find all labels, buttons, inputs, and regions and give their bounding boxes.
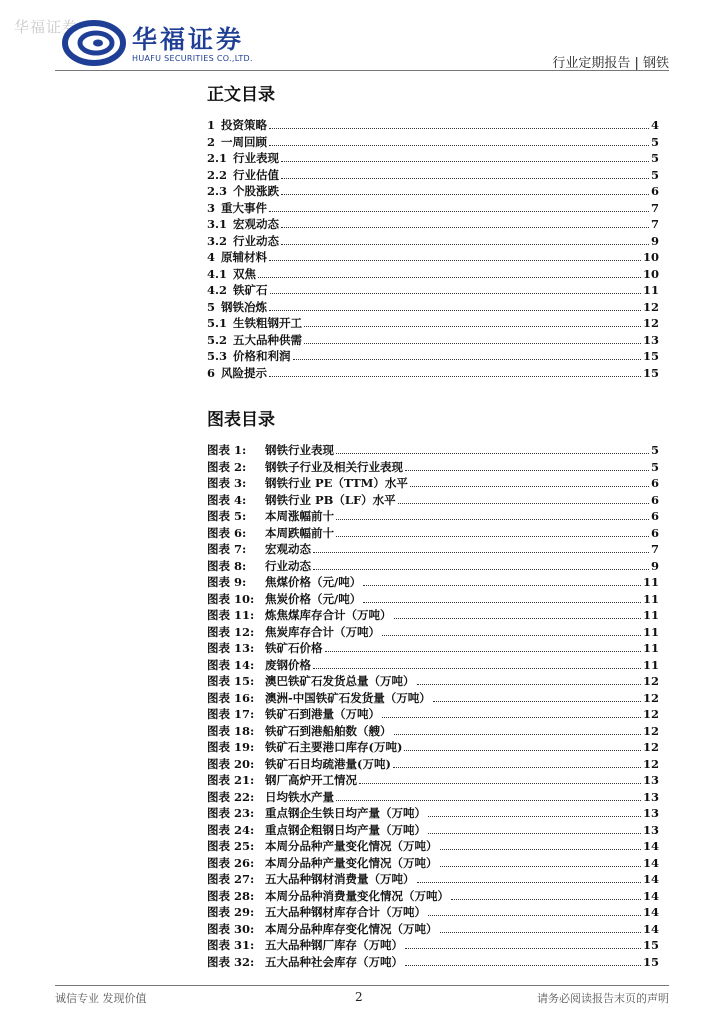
figure-entry-label: 钢铁子行业及相关行业表现 <box>265 459 403 474</box>
toc-entry[interactable] <box>207 233 659 250</box>
dot-leader <box>440 866 641 867</box>
figure-entry-number: 图表 9: <box>207 575 247 589</box>
dot-leader <box>405 948 641 949</box>
figure-entry-number: 图表 27: <box>207 872 255 886</box>
figure-entry-label: 澳巴铁矿石发货总量（万吨） <box>265 674 415 688</box>
toc-entry[interactable] <box>207 315 659 332</box>
dot-leader <box>428 915 641 916</box>
figure-entry-label: 铁矿石到港量（万吨） <box>265 707 380 721</box>
figure-entry-number: 图表 28: <box>207 888 255 903</box>
figure-entry-label: 钢铁行业 PB（LF）水平 <box>265 492 396 507</box>
dot-leader <box>269 128 649 129</box>
figure-entry-label: 钢铁行业表现 <box>265 443 334 457</box>
figure-entry-label: 五大品种钢材消费量（万吨） <box>265 872 415 886</box>
dot-leader <box>404 750 641 751</box>
figure-entry[interactable] <box>207 640 659 657</box>
toc-entry-number: 6 <box>207 365 216 380</box>
toc-entry[interactable] <box>207 200 659 217</box>
dot-leader <box>336 453 649 454</box>
toc-entry-page: 11 <box>642 283 659 297</box>
dot-leader <box>394 734 641 735</box>
figure-entry-page: 12 <box>642 756 659 771</box>
figure-entry[interactable] <box>207 475 659 492</box>
figure-entry-page: 11 <box>642 608 659 622</box>
figure-entry[interactable] <box>207 855 659 872</box>
toc-entry-label: 双焦 <box>233 266 257 281</box>
toc-entry-number: 4 <box>207 250 216 264</box>
dot-leader <box>417 684 641 685</box>
figure-entry-page: 12 <box>642 690 659 705</box>
dot-leader <box>428 833 641 834</box>
figure-entry-label: 澳洲-中国铁矿石发货量（万吨） <box>265 690 431 705</box>
logo-english-name: HUAFU SECURITIES CO.,LTD. <box>132 54 253 63</box>
toc-entry-label: 一周回顾 <box>221 134 268 149</box>
dot-leader <box>451 899 641 900</box>
dot-leader <box>440 932 641 933</box>
figure-entry-number: 图表 4: <box>207 492 247 507</box>
figure-entry-label: 五大品种社会库存（万吨） <box>265 954 403 969</box>
figure-entry-label: 铁矿石主要港口库存(万吨) <box>265 740 403 754</box>
toc-entry-number: 5 <box>207 299 216 314</box>
figure-entry-number: 图表 5: <box>207 509 247 523</box>
figure-entry-label: 日均铁水产量 <box>265 789 334 804</box>
toc-entry[interactable] <box>207 282 659 299</box>
dot-leader <box>382 717 641 718</box>
figure-entry[interactable] <box>207 624 659 641</box>
figure-entry-number: 图表 22: <box>207 789 255 804</box>
header-divider <box>55 70 669 71</box>
figure-entry[interactable] <box>207 673 659 690</box>
figure-entry-label: 炼焦煤库存合计（万吨） <box>265 608 392 622</box>
figure-entry-number: 图表 25: <box>207 839 255 853</box>
toc-entry-label: 行业动态 <box>233 233 280 248</box>
figure-entry-number: 图表 29: <box>207 905 255 919</box>
figure-entry-number: 图表 23: <box>207 806 255 820</box>
figure-entry-number: 图表 2: <box>207 459 247 474</box>
figure-entry-number: 图表 15: <box>207 674 255 688</box>
dot-leader <box>281 161 649 162</box>
figure-entry-page: 6 <box>650 492 659 507</box>
toc-entry-page: 12 <box>642 316 659 330</box>
dot-leader <box>269 260 641 261</box>
toc-entry-number: 3 <box>207 200 216 215</box>
dot-leader <box>281 194 649 195</box>
toc-entry-label: 价格和利润 <box>233 349 291 363</box>
figure-entry-number: 图表 12: <box>207 624 255 639</box>
toc-entry-page: 5 <box>650 151 659 165</box>
toc-entry-label: 钢铁冶炼 <box>221 299 268 314</box>
figure-entry[interactable] <box>207 723 659 740</box>
figure-entry-label: 铁矿石到港船舶数（艘） <box>265 723 392 738</box>
figure-entry-label: 焦煤价格（元/吨） <box>265 575 362 589</box>
figure-entry-page: 14 <box>642 888 659 903</box>
dot-leader <box>269 145 649 146</box>
figure-entry-page: 9 <box>650 558 659 573</box>
figure-entry-label: 钢厂高炉开工情况 <box>265 773 357 787</box>
figures-title: 图表目录 <box>207 410 275 430</box>
figure-entry-label: 五大品种钢厂库存（万吨） <box>265 938 403 952</box>
toc-entry-label: 行业表现 <box>233 151 280 165</box>
figure-entry-page: 14 <box>642 855 659 870</box>
figure-entry[interactable] <box>207 607 659 624</box>
dot-leader <box>433 701 641 702</box>
toc-entry[interactable] <box>207 117 659 134</box>
figure-entry[interactable] <box>207 772 659 789</box>
footer-slogan: 诚信专业 发现价值 <box>55 992 147 1005</box>
toc-entry-number: 2.3 <box>207 184 228 198</box>
figure-entry-page: 14 <box>642 839 659 853</box>
toc-entry[interactable] <box>207 167 659 184</box>
toc-entry[interactable] <box>207 332 659 349</box>
figure-entry-page: 12 <box>642 707 659 721</box>
toc-entry-label: 风险提示 <box>221 365 268 380</box>
dot-leader <box>394 618 641 619</box>
figure-entry-page: 11 <box>642 657 659 672</box>
footer-divider <box>55 985 669 986</box>
dot-leader <box>304 326 641 327</box>
figure-entry[interactable] <box>207 937 659 954</box>
figure-entry-number: 图表 3: <box>207 476 247 490</box>
figure-entry-number: 图表 31: <box>207 938 255 952</box>
figure-entry-page: 12 <box>642 674 659 688</box>
figure-entry-page: 15 <box>642 954 659 969</box>
figure-entry-label: 行业动态 <box>265 558 311 573</box>
figure-entry[interactable] <box>207 838 659 855</box>
figure-entry[interactable] <box>207 525 659 542</box>
toc-entry-number: 2.1 <box>207 151 228 165</box>
figure-entry-number: 图表 32: <box>207 954 255 969</box>
figure-entry-label: 本周分品种产量变化情况（万吨） <box>265 839 438 853</box>
figure-entry[interactable] <box>207 657 659 674</box>
figure-entry[interactable] <box>207 822 659 839</box>
figure-entry-label: 重点钢企生铁日均产量（万吨） <box>265 806 426 820</box>
toc-list <box>207 117 659 381</box>
toc-entry-number: 2.2 <box>207 167 228 182</box>
figure-entry-page: 11 <box>642 575 659 589</box>
figure-entry-page: 13 <box>642 789 659 804</box>
figure-entry[interactable] <box>207 789 659 806</box>
dot-leader <box>269 211 649 212</box>
figure-entry-page: 12 <box>642 723 659 738</box>
toc-entry-page: 13 <box>642 332 659 347</box>
figure-entry-page: 11 <box>642 591 659 606</box>
toc-entry[interactable] <box>207 249 659 266</box>
toc-entry[interactable] <box>207 266 659 283</box>
figure-entry[interactable] <box>207 574 659 591</box>
dot-leader <box>363 585 641 586</box>
figure-entry[interactable] <box>207 739 659 756</box>
figure-entry-page: 11 <box>642 624 659 639</box>
toc-entry[interactable] <box>207 365 659 382</box>
figure-entry-number: 图表 21: <box>207 773 255 787</box>
toc-entry-page: 15 <box>642 365 659 380</box>
toc-entry-label: 宏观动态 <box>233 217 280 231</box>
toc-entry-number: 2 <box>207 134 216 149</box>
dot-leader <box>359 783 641 784</box>
dot-leader <box>281 227 649 228</box>
watermark: 华福证券 <box>14 18 79 36</box>
figure-entry-page: 11 <box>642 641 659 655</box>
figure-entry-page: 6 <box>650 509 659 523</box>
dot-leader <box>336 800 641 801</box>
toc-entry-page: 4 <box>650 118 659 132</box>
figure-entry-label: 废钢价格 <box>265 657 311 672</box>
figure-entry[interactable] <box>207 805 659 822</box>
dot-leader <box>313 668 641 669</box>
dot-leader <box>336 519 649 520</box>
figure-entry-page: 15 <box>642 938 659 952</box>
figure-entry-number: 图表 6: <box>207 525 247 540</box>
figure-entry-page: 5 <box>650 459 659 474</box>
figure-entry[interactable] <box>207 442 659 459</box>
figure-entry[interactable] <box>207 541 659 558</box>
dot-leader <box>269 376 641 377</box>
toc-entry-page: 15 <box>642 349 659 363</box>
figure-entry-page: 13 <box>642 822 659 837</box>
dot-leader <box>398 503 649 504</box>
toc-entry-label: 五大品种供需 <box>233 332 303 347</box>
toc-entry-label: 投资策略 <box>221 118 268 132</box>
toc-entry-page: 5 <box>650 134 659 149</box>
logo-swirl-icon <box>62 18 126 68</box>
dot-leader <box>417 882 641 883</box>
figure-entry-page: 7 <box>650 542 659 556</box>
dot-leader <box>428 816 641 817</box>
toc-entry-label: 生铁粗钢开工 <box>233 316 303 330</box>
figure-entry[interactable] <box>207 591 659 608</box>
figure-entry-number: 图表 26: <box>207 855 255 870</box>
toc-entry-label: 重大事件 <box>221 200 268 215</box>
figure-entry-label: 本周涨幅前十 <box>265 509 334 523</box>
figure-entry-label: 本周分品种消费量变化情况（万吨） <box>265 888 449 903</box>
dot-leader <box>382 635 641 636</box>
toc-entry-number: 5.2 <box>207 332 228 347</box>
figure-entry-label: 焦炭价格（元/吨） <box>265 591 362 606</box>
toc-entry-page: 10 <box>642 266 659 281</box>
figure-entry[interactable] <box>207 954 659 971</box>
figure-entry-label: 五大品种钢材库存合计（万吨） <box>265 905 426 919</box>
figure-entry-label: 本周分品种产量变化情况（万吨） <box>265 855 438 870</box>
figure-entry-label: 焦炭库存合计（万吨） <box>265 624 380 639</box>
figure-entry[interactable] <box>207 492 659 509</box>
figure-entry-label: 本周分品种库存变化情况（万吨） <box>265 921 438 936</box>
figure-entry-number: 图表 17: <box>207 707 255 721</box>
figure-entry[interactable] <box>207 871 659 888</box>
figure-entry-label: 钢铁行业 PE（TTM）水平 <box>265 476 408 490</box>
toc-entry-page: 12 <box>642 299 659 314</box>
toc-entry[interactable] <box>207 183 659 200</box>
dot-leader <box>281 178 649 179</box>
dot-leader <box>440 849 641 850</box>
figure-entry-number: 图表 7: <box>207 542 247 556</box>
figure-entry-label: 宏观动态 <box>265 542 311 556</box>
logo-chinese-name: 华福证券 <box>132 25 245 54</box>
figure-entry-page: 14 <box>642 872 659 886</box>
dot-leader <box>393 767 641 768</box>
toc-entry[interactable] <box>207 348 659 365</box>
figure-entry-number: 图表 24: <box>207 822 255 837</box>
toc-entry-number: 3.1 <box>207 217 228 231</box>
figure-entry-page: 13 <box>642 773 659 787</box>
toc-entry-page: 5 <box>650 167 659 182</box>
toc-entry-number: 5.1 <box>207 316 228 330</box>
figure-entry[interactable] <box>207 706 659 723</box>
figure-entry-number: 图表 8: <box>207 558 247 573</box>
figure-entry-page: 5 <box>650 443 659 457</box>
dot-leader <box>410 486 649 487</box>
toc-entry-page: 10 <box>642 250 659 264</box>
toc-entry-number: 4.2 <box>207 283 228 297</box>
dot-leader <box>313 569 649 570</box>
dot-leader <box>258 277 641 278</box>
figure-entry[interactable] <box>207 904 659 921</box>
figure-entry-label: 本周跌幅前十 <box>265 525 334 540</box>
figure-entry-number: 图表 1: <box>207 443 247 457</box>
figure-entry[interactable] <box>207 508 659 525</box>
report-type: 行业定期报告 | 钢铁 <box>552 56 669 71</box>
toc-entry[interactable] <box>207 134 659 151</box>
dot-leader <box>405 470 649 471</box>
dot-leader <box>269 310 641 311</box>
figure-entry-page: 14 <box>642 921 659 936</box>
figure-entry-number: 图表 14: <box>207 657 255 672</box>
figure-entry-label: 重点钢企粗钢日均产量（万吨） <box>265 822 426 837</box>
figure-entry[interactable] <box>207 921 659 938</box>
figure-entry-number: 图表 13: <box>207 641 255 655</box>
page-number: 2 <box>355 990 363 1004</box>
figure-entry-label: 铁矿石日均疏港量(万吨) <box>265 756 391 771</box>
figure-entry[interactable] <box>207 888 659 905</box>
figure-entry-page: 6 <box>650 525 659 540</box>
toc-entry-label: 铁矿石 <box>233 283 268 297</box>
figure-entry[interactable] <box>207 690 659 707</box>
dot-leader <box>325 651 641 652</box>
footer-disclaimer: 请务必阅读报告末页的声明 <box>537 992 669 1005</box>
figure-entry-number: 图表 11: <box>207 608 255 622</box>
figure-entry-number: 图表 30: <box>207 921 255 936</box>
dot-leader <box>405 965 641 966</box>
dot-leader <box>336 536 649 537</box>
toc-entry-number: 5.3 <box>207 349 228 363</box>
figure-entry-label: 铁矿石价格 <box>265 641 323 655</box>
toc-entry-number: 1 <box>207 118 216 132</box>
figure-entry-number: 图表 20: <box>207 756 255 771</box>
toc-title: 正文目录 <box>207 85 275 105</box>
figure-entry-number: 图表 10: <box>207 591 255 606</box>
toc-entry-page: 7 <box>650 200 659 215</box>
figure-entry-number: 图表 18: <box>207 723 255 738</box>
figure-entry-page: 14 <box>642 905 659 919</box>
toc-entry-label: 原辅材料 <box>221 250 268 264</box>
toc-entry-page: 6 <box>650 184 659 198</box>
figure-entry-page: 12 <box>642 740 659 754</box>
toc-entry-page: 7 <box>650 217 659 231</box>
dot-leader <box>363 602 641 603</box>
figure-entry-number: 图表 16: <box>207 690 255 705</box>
figure-entry-number: 图表 19: <box>207 740 255 754</box>
toc-entry[interactable] <box>207 150 659 167</box>
toc-entry-page: 9 <box>650 233 659 248</box>
toc-entry[interactable] <box>207 216 659 233</box>
dot-leader <box>313 552 649 553</box>
dot-leader <box>270 293 641 294</box>
figure-entry-page: 6 <box>650 476 659 490</box>
dot-leader <box>304 343 641 344</box>
toc-entry-number: 3.2 <box>207 233 228 248</box>
figures-list <box>207 442 659 970</box>
company-logo <box>62 18 272 70</box>
toc-entry[interactable] <box>207 299 659 316</box>
dot-leader <box>293 359 641 360</box>
figure-entry[interactable] <box>207 459 659 476</box>
dot-leader <box>281 244 649 245</box>
figure-entry[interactable] <box>207 756 659 773</box>
toc-entry-label: 个股涨跌 <box>233 184 280 198</box>
figure-entry-page: 13 <box>642 806 659 820</box>
toc-entry-number: 4.1 <box>207 266 228 281</box>
toc-entry-label: 行业估值 <box>233 167 280 182</box>
figure-entry[interactable] <box>207 558 659 575</box>
